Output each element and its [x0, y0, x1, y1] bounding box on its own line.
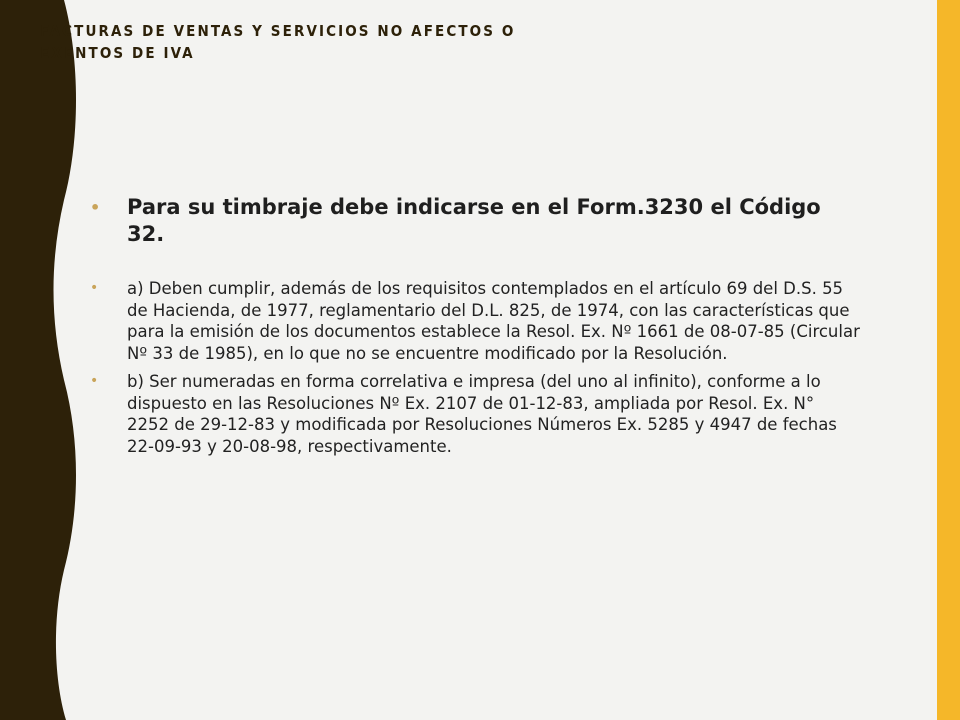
bullet-text-requisitos: a) Deben cumplir, además de los requisitos contemplados en el artículo 69 del D.S. 55 de Hacienda, de 1977, reglamentario del D.L. 825, de 1974, con las características que para la emisión de los documentos establece la Resol. Ex. Nº 1661 de 08-07-85 (Circular Nº 33 de 1985), en lo que no se encuentre modificado por la Resolución.: [127, 279, 860, 363]
accent-bar: [937, 0, 960, 720]
bullet-dot: •: [90, 373, 99, 389]
bullet-text-numeracion: b) Ser numeradas en forma correlativa e impresa (del uno al infinito), conforme a lo dispuesto en las Resoluciones Nº Ex. 2107 de 01-12-83, ampliada por Resol. Ex. N° 2252 de 29-12-83 y modificada por Resoluciones Números Ex. 5285 y 4947 de fechas 22-09-93 y 20-08-98, respectivamente.: [127, 372, 837, 456]
bullet-item: [90, 194, 860, 248]
bullet-item: [90, 371, 860, 457]
bullet-dot: •: [90, 280, 99, 296]
bullet-item: [90, 278, 860, 364]
wavy-side-band: [0, 0, 80, 720]
slide-title: FACTURAS DE VENTAS Y SERVICIOS NO AFECTOS O EXENTOS DE IVA: [40, 22, 516, 62]
bullet-dot: •: [90, 198, 101, 217]
bullet-list: [90, 194, 860, 464]
bullet-text-timbraje: Para su timbraje debe indicarse en el Form.3230 el Código 32.: [127, 195, 821, 246]
